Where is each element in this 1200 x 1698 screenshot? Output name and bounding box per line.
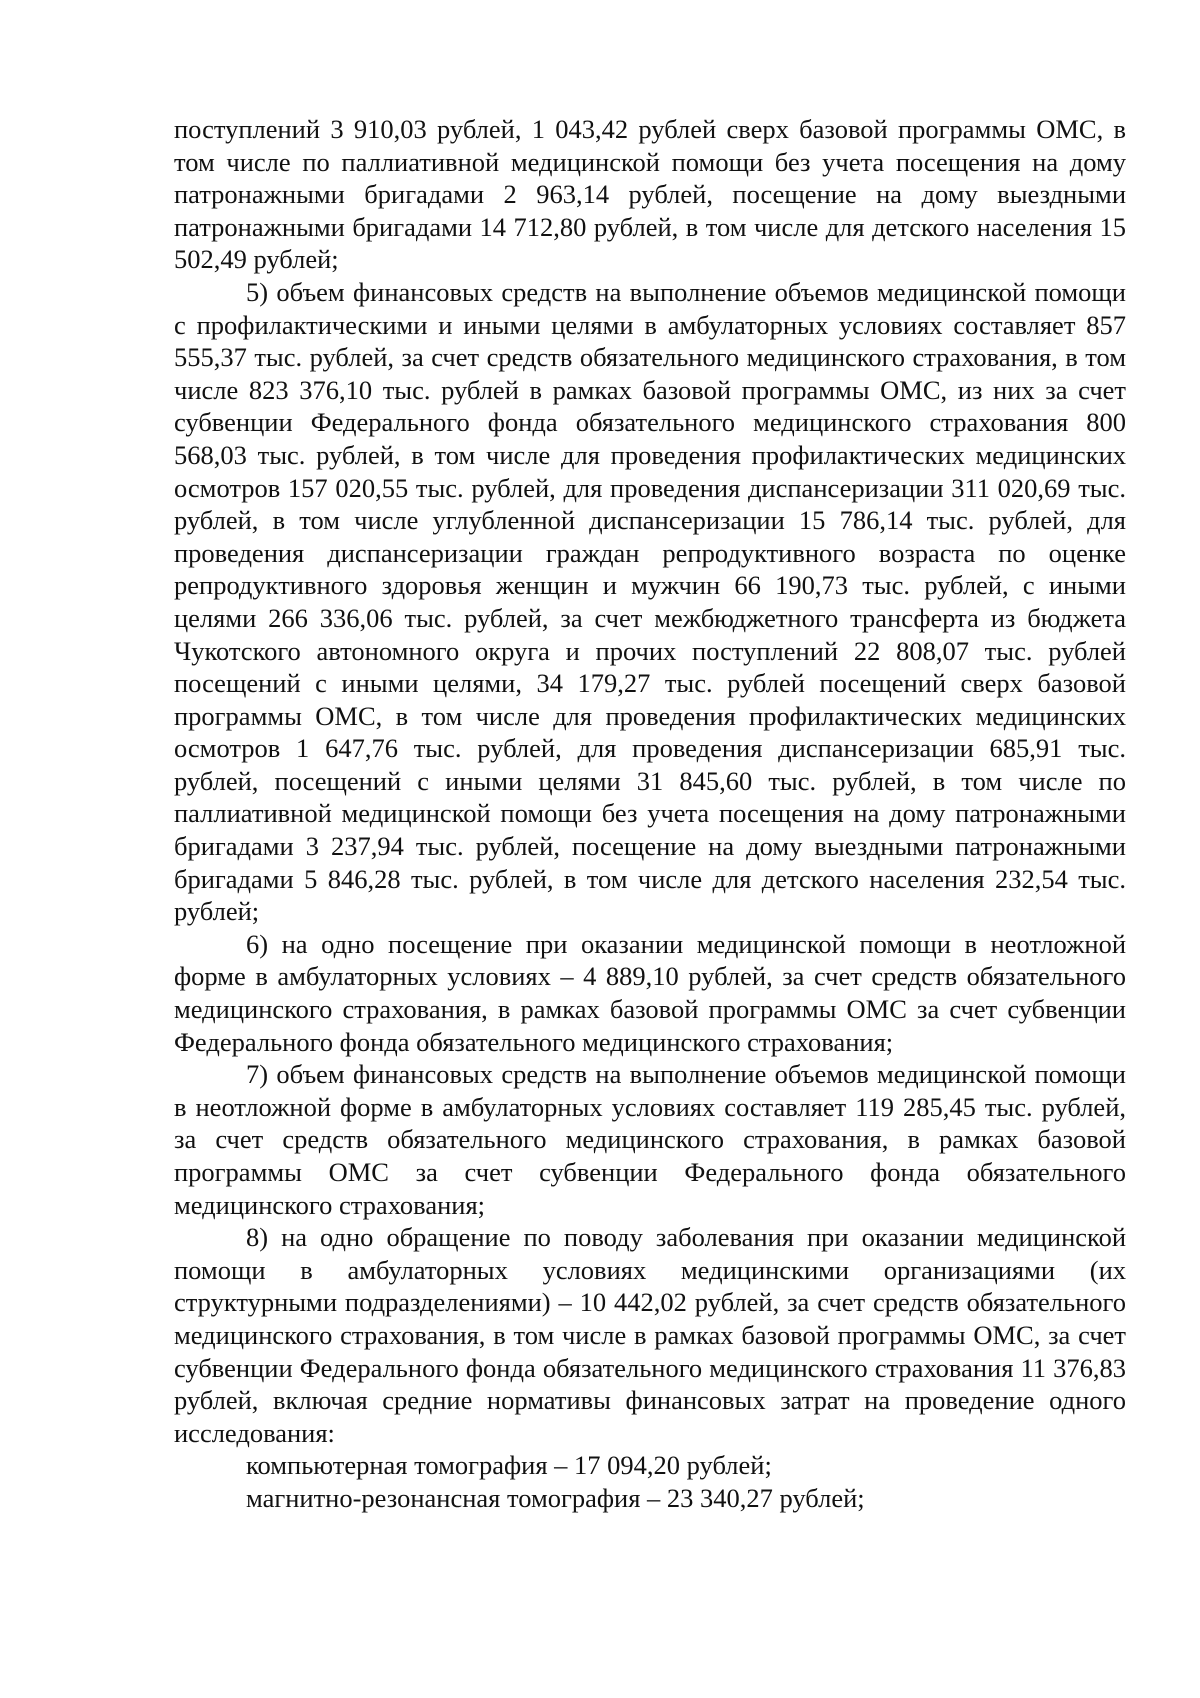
paragraph-item-6: 6) на одно посещение при оказании медицинской помощи в неотложной форме в амбулаторных условиях – 4 889,10 рублей, за счет средств обязательного медицинского страхования, в рамках базовой программы ОМС за счет субвенции Федерального фонда обязательного медицинского страхования; <box>174 928 1126 1057</box>
list-item-ct: компьютерная томография – 17 094,20 рублей; <box>246 1450 772 1481</box>
paragraph-item-5: 5) объем финансовых средств на выполнение объемов медицинской помощи с профилактическими и иными целями в амбулаторных условиях составляет 857 555,37 тыс. рублей, за счет средств обязательного медицинского страхования, в том числе 823 376,10 тыс. рублей в рамках базовой программы ОМС, из них за счет субвенции Федерального фонда обязательного медицинского страхования 800 568,03 тыс. рублей, в том числе для проведения профилактических медицинских осмотров 157 020,55 тыс. рублей, для проведения диспансеризации 311 020,69 тыс. рублей, в том числе углубленной диспансеризации 15 786,14 тыс. рублей, для проведения диспансеризации граждан репродуктивного возраста по оценке репродуктивного здоровья женщин и мужчин 66 190,73 тыс. рублей, с иными целями 266 336,06 тыс. рублей, за счет межбюджетного трансферта из бюджета Чукотского автономного округа и прочих поступлений 22 808,07 тыс. рублей посещений с иными целями, 34 179,27 тыс. рублей посещений сверх базовой программы ОМС, в том числе для проведения профилактических медицинских осмотров 1 647,76 тыс. рублей, для проведения диспансеризации 685,91 тыс. рублей, посещений с иными целями 31 845,60 тыс. рублей, в том числе по паллиативной медицинской помощи без учета посещения на дому патронажными бригадами 3 237,94 тыс. рублей, посещение на дому выездными патронажными бригадами 5 846,28 тыс. рублей, в том числе для детского населения 232,54 тыс. рублей; <box>174 276 1126 927</box>
list-item-mri: магнитно-резонансная томография – 23 340,27 рублей; <box>246 1482 865 1513</box>
document-page <box>174 113 1126 1515</box>
paragraph-continuation: поступлений 3 910,03 рублей, 1 043,42 рублей сверх базовой программы ОМС, в том числе по паллиативной медицинской помощи без учета посещения на дому патронажными бригадами 2 963,14 рублей, посещение на дому выездными патронажными бригадами 14 712,80 рублей, в том числе для детского населения 15 502,49 рублей; <box>174 114 1126 275</box>
paragraph-item-8: 8) на одно обращение по поводу заболевания при оказании медицинской помощи в амбулаторных условиях медицинскими организациями (их структурными подразделениями) – 10 442,02 рублей, за счет средств обязательного медицинского страхования, в том числе в рамках базовой программы ОМС, за счет субвенции Федерального фонда обязательного медицинского страхования 11 376,83 рублей, включая средние нормативы финансовых затрат на проведение одного исследования: <box>174 1222 1126 1448</box>
paragraph-item-7: 7) объем финансовых средств на выполнение объемов медицинской помощи в неотложной форме в амбулаторных условиях составляет 119 285,45 тыс. рублей, за счет средств обязательного медицинского страхования, в рамках базовой программы ОМС за счет субвенции Федерального фонда обязательного медицинского страхования; <box>174 1059 1126 1220</box>
